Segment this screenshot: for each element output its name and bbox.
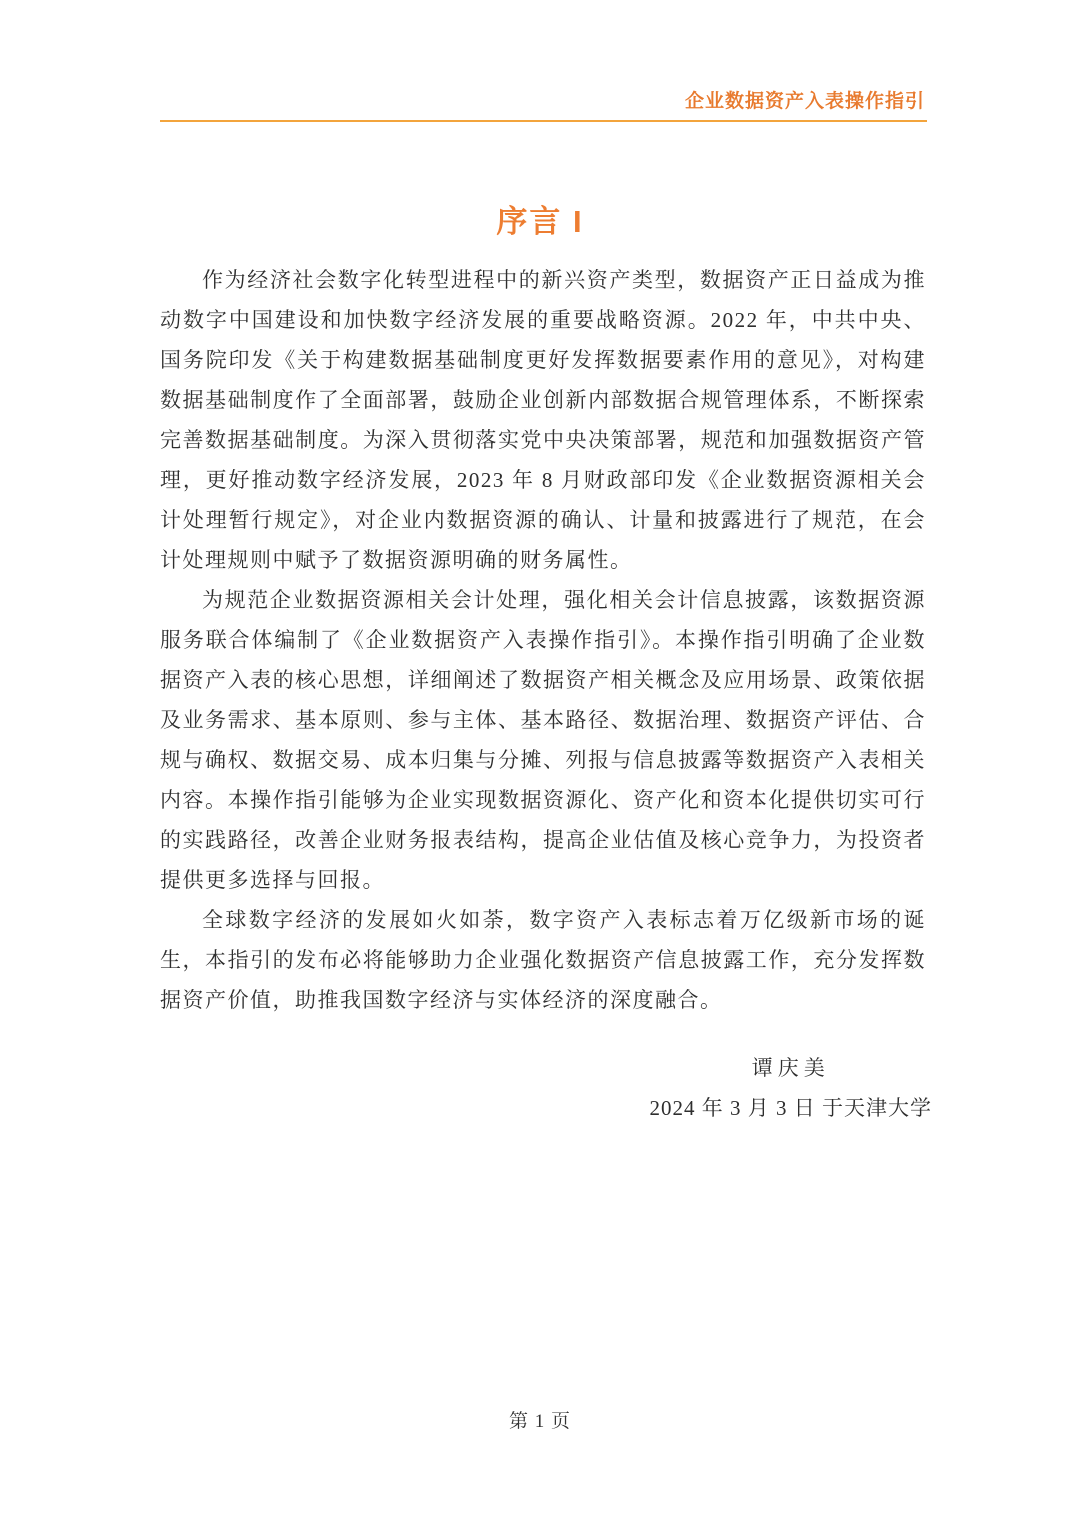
paragraph-2: 为规范企业数据资源相关会计处理，强化相关会计信息披露，该数据资源服务联合体编制了《企业数据资产入表操作指引》。本操作指引明确了企业数据资产入表的核心思想，详细阐述了数据资产相关概念及应用场景、政策依据及业务需求、基本原则、参与主体、基本路径、数据治理、数据资产评估、合规与确权、数据交易、成本归集与分摊、列报与信息披露等数据资产入表相关内容。本操作指引能够为企业实现数据资源化、资产化和资本化提供切实可行的实践路径，改善企业财务报表结构，提高企业估值及核心竞争力，为投资者提供更多选择与回报。 (160, 588, 926, 892)
paragraph-1: 作为经济社会数字化转型进程中的新兴资产类型，数据资产正日益成为推动数字中国建设和加快数字经济发展的重要战略资源。2022 年，中共中央、国务院印发《关于构建数据基础制度更好发挥数据要素作用的意见》，对构建数据基础制度作了全面部署，鼓励企业创新内部数据合规管理体系，不断探索完善数据基础制度。为深入贯彻落实党中央决策部署，规范和加强数据资产管理，更好推动数字经济发展，2023 年 8 月财政部印发《企业数据资源相关会计处理暂行规定》，对企业内数据资源的确认、计量和披露进行了规范，在会计处理规则中赋予了数据资源明确的财务属性。 (160, 268, 926, 572)
running-header-title: 企业数据资产入表操作指引 (684, 91, 925, 112)
paragraph-3: 全球数字经济的发展如火如荼，数字资产入表标志着万亿级新市场的诞生，本指引的发布必将能够助力企业强化数据资产信息披露工作，充分发挥数据资产价值，助推我国数字经济与实体经济的深度融合。 (160, 908, 926, 1012)
signature-date: 2024 年 3 月 3 日 于天津大学 (649, 1096, 932, 1120)
body-text (160, 260, 926, 1020)
header-rule (160, 120, 927, 122)
page-title: 序言 I (496, 204, 584, 239)
signature-name: 谭庆美 (751, 1056, 830, 1080)
signature-block (650, 1048, 933, 1128)
page-number: 第 1 页 (508, 1411, 571, 1432)
